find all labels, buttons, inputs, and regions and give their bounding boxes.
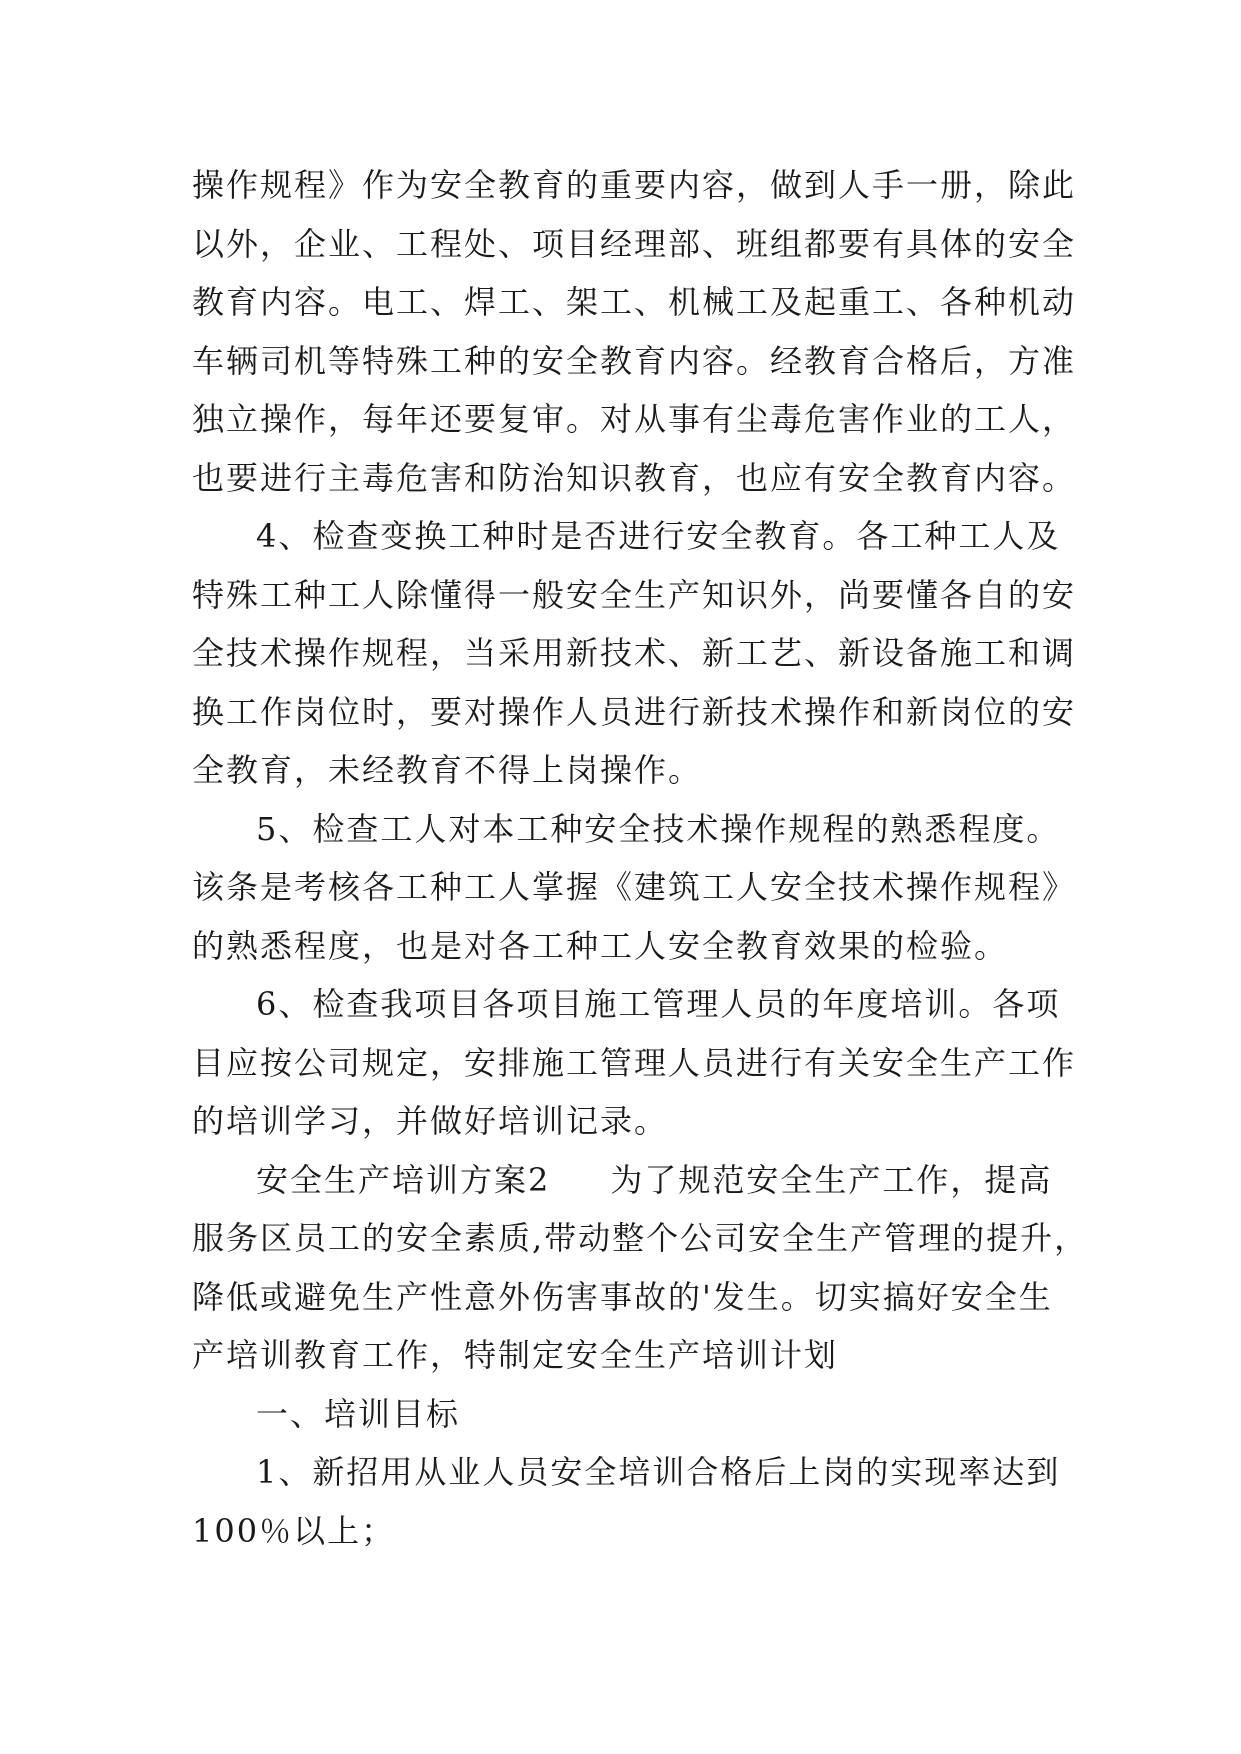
paragraph-item-4 <box>192 507 1077 800</box>
text-line: 教育内容。电工、焊工、架工、机械工及起重工、各种机动 <box>192 283 1077 321</box>
text-line: 5、检查工人对本工种安全技术操作规程的熟悉程度。 <box>256 809 1061 848</box>
paragraph-item-6 <box>192 975 1077 1151</box>
text-line: 降低或避免生产性意外伤害事故的'发生。切实搞好安全生 <box>192 1277 1053 1316</box>
text-line: 操作规程》作为安全教育的重要内容，做到人手一册，除此 <box>192 166 1077 204</box>
paragraph-training-plan-2 <box>192 1151 1089 1385</box>
text-line: 的熟悉程度，也是对各工种工人安全教育效果的检验。 <box>192 926 1009 965</box>
text-line: 以外，企业、工程处、项目经理部、班组都要有具体的安全 <box>192 224 1077 263</box>
text-line: 1、新招用从业人员安全培训合格后上岗的实现率达到 <box>256 1453 1061 1491</box>
text-line: 的培训学习，并做好培训记录。 <box>192 1102 669 1140</box>
document-body <box>192 156 1089 1560</box>
text-line: 换工作岗位时，要对操作人员进行新技术操作和新岗位的安 <box>192 692 1077 731</box>
text-line: 目应按公司规定，安排施工管理人员进行有关安全生产工作 <box>192 1043 1077 1082</box>
text-line: 独立操作，每年还要复审。对从事有尘毒危害作业的工人， <box>192 400 1077 438</box>
text-line: 全技术操作规程，当采用新技术、新工艺、新设备施工和调 <box>192 634 1077 672</box>
text-line: 产培训教育工作，特制定安全生产培训计划 <box>192 1336 839 1374</box>
text-line: 车辆司机等特殊工种的安全教育内容。经教育合格后，方准 <box>192 341 1077 380</box>
section-heading: 一、培训目标 <box>256 1394 461 1433</box>
text-line: 服务区员工的安全素质,带动整个公司安全生产管理的提升， <box>192 1219 1089 1257</box>
text-line: 100％以上； <box>192 1511 396 1550</box>
text-line: 4、检查变换工种时是否进行安全教育。各工种工人及 <box>256 517 1061 555</box>
paragraph-training-goals-heading <box>192 1385 1054 1444</box>
text-line <box>192 1151 1054 1210</box>
text-line: 也要进行主毒危害和防治知识教育，也应有安全教育内容。 <box>192 458 1077 497</box>
paragraph-item-5 <box>192 800 1077 976</box>
text-run: 为了规范安全生产工作，提高 <box>610 1160 1053 1199</box>
section-heading: 安全生产培训方案2 <box>256 1160 551 1199</box>
text-line: 该条是考核各工种工人掌握《建筑工人安全技术操作规程》 <box>192 868 1077 906</box>
text-line: 6、检查我项目各项目施工管理人员的年度培训。各项 <box>256 985 1061 1023</box>
paragraph-safety-education-content <box>192 156 1077 507</box>
paragraph-goal-1 <box>192 1443 1061 1560</box>
text-line: 特殊工种工人除懂得一般安全生产知识外，尚要懂各自的安 <box>192 575 1077 614</box>
text-line: 全教育，未经教育不得上岗操作。 <box>192 751 703 789</box>
